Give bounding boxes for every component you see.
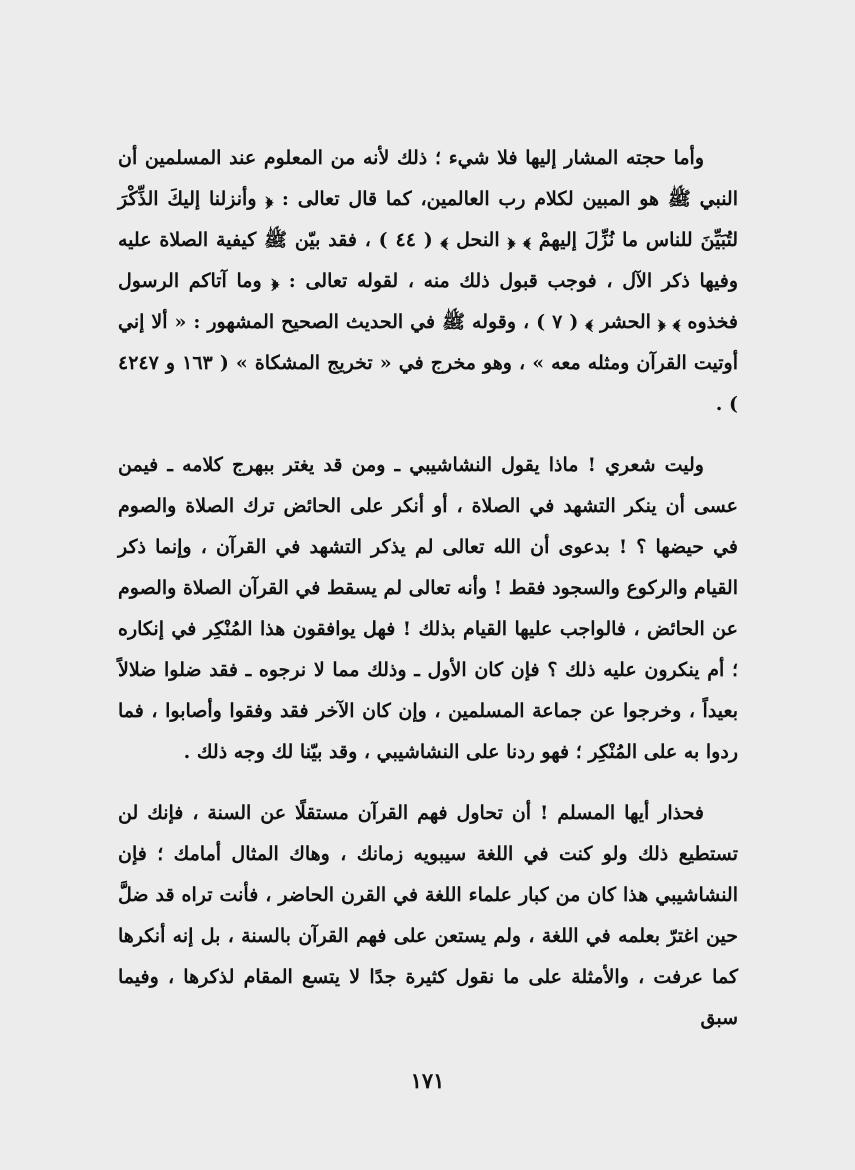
body-text xyxy=(118,138,738,1039)
paragraph-1: وأما حجته المشار إليها فلا شيء ؛ ذلك لأنه من المعلوم عند المسلمين أن النبي ﷺ هو المبين لكلام رب العالمين، كما قال تعالى : ﴿ وأنزلنا إليكَ الذِّكْرَ لتُبَيِّنَ للناس ما نُزِّلَ إليهمْ ﴾ ﴿ النحل ﴾ ( ٤٤ ) ، فقد بيّن ﷺ كيفية الصلاة عليه وفيها ذكر الآل ، فوجب قبول ذلك منه ، لقوله تعالى : ﴿ وما آتاكم الرسول فخذوه ﴾ ﴿ الحشر ﴾ ( ٧ ) ، وقوله ﷺ في الحديث الصحيح المشهور : « ألا إني أوتيت القرآن ومثله معه » ، وهو مخرج في « تخريج المشكاة » ( ١٦٣ و ٤٢٤٧ ) . xyxy=(118,147,739,415)
paragraph-2: وليت شعري ! ماذا يقول النشاشيبي ـ ومن قد يغتر ببهرج كلامه ـ فيمن عسى أن ينكر التشهد في الصلاة ، أو أنكر على الحائض ترك الصلاة والصوم في حيضها ؟ ! بدعوى أن الله تعالى لم يذكر التشهد في القرآن ، وإنما ذكر القيام والركوع والسجود فقط ! وأنه تعالى لم يسقط في القرآن الصلاة والصوم عن الحائض ، فالواجب عليها القيام بذلك ! فهل يوافقون هذا المُنْكِر في إنكاره ؛ أم ينكرون عليه ذلك ؟ فإن كان الأول ـ وذلك مما لا نرجوه ـ فقد ضلوا ضلالاً بعيداً ، وخرجوا عن جماعة المسلمين ، وإن كان الآخر فقد وفقوا وأصابوا ، فما ردوا به على المُنْكِر ؛ فهو ردنا على النشاشيبي ، وقد بيّنا لك وجه ذلك . xyxy=(118,454,738,763)
page-number: ١٧١ xyxy=(410,1068,445,1093)
paragraph-3: فحذار أيها المسلم ! أن تحاول فهم القرآن مستقلًا عن السنة ، فإنك لن تستطيع ذلك ولو كنت في اللغة سيبويه زمانك ، وهاك المثال أمامك ؛ فإن النشاشيبي هذا كان من كبار علماء اللغة في القرن الحاضر ، فأنت تراه قد ضلَّ حين اغترّ بعلمه في اللغة ، ولم يستعن على فهم القرآن بالسنة ، بل إنه أنكرها كما عرفت ، والأمثلة على ما نقول كثيرة جدًا لا يتسع المقام لذكرها ، وفيما سبق xyxy=(118,802,738,1029)
